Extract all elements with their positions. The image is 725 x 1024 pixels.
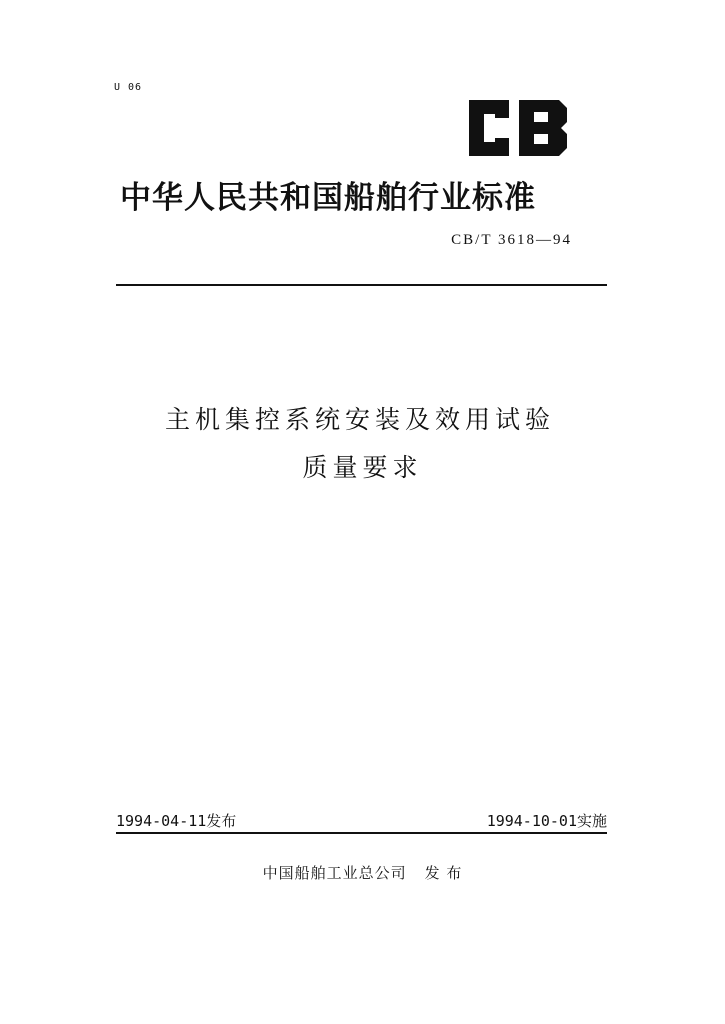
document-title-line-1: 主机集控系统安装及效用试验 [164,405,555,434]
publish-word: 发 布 [424,864,463,882]
standard-category-title: 中华人民共和国船舶行业标准 [120,180,536,216]
publisher-line [0,862,725,883]
cb-logo-icon [469,100,567,156]
bottom-divider [116,832,607,834]
effective-date: 1994-10-01实施 [486,812,607,830]
document-title-line-2: 质量要求 [302,453,423,482]
issue-date: 1994-04-11发布 [116,812,237,830]
classification-code: U 06 [114,82,143,93]
top-divider [116,284,607,286]
standard-code: CB/T 3618—94 [451,232,572,248]
publisher-name: 中国船舶工业总公司 [262,864,407,882]
cb-logo [469,100,567,156]
